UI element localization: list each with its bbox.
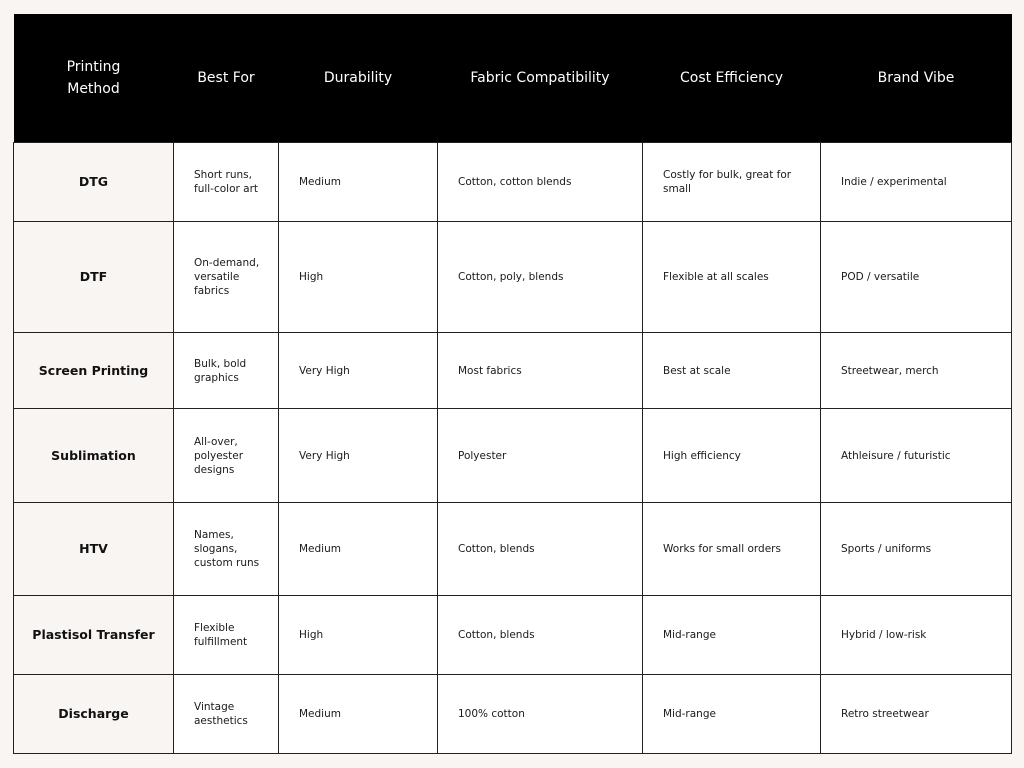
- fabric-cell: Cotton, cotton blends: [438, 143, 643, 222]
- table-row: [14, 409, 1012, 503]
- header-durability: Durability: [279, 14, 438, 143]
- durability-cell: Medium: [279, 675, 438, 754]
- vibe-cell: Streetwear, merch: [821, 333, 1012, 409]
- cost-cell: Best at scale: [643, 333, 821, 409]
- table-row: [14, 596, 1012, 675]
- fabric-cell: Most fabrics: [438, 333, 643, 409]
- cost-cell: Works for small orders: [643, 503, 821, 596]
- vibe-cell: Athleisure / futuristic: [821, 409, 1012, 503]
- cost-cell: High efficiency: [643, 409, 821, 503]
- table-row: [14, 503, 1012, 596]
- best-for-cell: Short runs, full-color art: [174, 143, 279, 222]
- fabric-cell: Cotton, blends: [438, 596, 643, 675]
- method-cell: DTF: [14, 222, 174, 333]
- header-brand-vibe: Brand Vibe: [821, 14, 1012, 143]
- best-for-cell: All-over, polyester designs: [174, 409, 279, 503]
- table-row: [14, 222, 1012, 333]
- fabric-cell: Cotton, blends: [438, 503, 643, 596]
- best-for-cell: Flexible fulfillment: [174, 596, 279, 675]
- header-best-for: Best For: [174, 14, 279, 143]
- best-for-cell: Vintage aesthetics: [174, 675, 279, 754]
- header-fabric-compatibility: Fabric Compatibility: [438, 14, 643, 143]
- cost-cell: Mid-range: [643, 675, 821, 754]
- fabric-cell: 100% cotton: [438, 675, 643, 754]
- vibe-cell: POD / versatile: [821, 222, 1012, 333]
- header-cost-efficiency: Cost Efficiency: [643, 14, 821, 143]
- cost-cell: Costly for bulk, great for small: [643, 143, 821, 222]
- durability-cell: Medium: [279, 503, 438, 596]
- method-cell: Plastisol Transfer: [14, 596, 174, 675]
- header-printing-method: Printing Method: [14, 14, 174, 143]
- table-row: [14, 143, 1012, 222]
- table-header-row: [14, 14, 1012, 143]
- durability-cell: Very High: [279, 409, 438, 503]
- method-cell: DTG: [14, 143, 174, 222]
- method-cell: Discharge: [14, 675, 174, 754]
- vibe-cell: Retro streetwear: [821, 675, 1012, 754]
- table-row: [14, 675, 1012, 754]
- best-for-cell: Bulk, bold graphics: [174, 333, 279, 409]
- table-row: [14, 333, 1012, 409]
- durability-cell: High: [279, 596, 438, 675]
- durability-cell: High: [279, 222, 438, 333]
- vibe-cell: Indie / experimental: [821, 143, 1012, 222]
- cost-cell: Flexible at all scales: [643, 222, 821, 333]
- durability-cell: Medium: [279, 143, 438, 222]
- fabric-cell: Polyester: [438, 409, 643, 503]
- method-cell: Sublimation: [14, 409, 174, 503]
- method-cell: HTV: [14, 503, 174, 596]
- cost-cell: Mid-range: [643, 596, 821, 675]
- fabric-cell: Cotton, poly, blends: [438, 222, 643, 333]
- printing-methods-table: [13, 14, 1012, 754]
- durability-cell: Very High: [279, 333, 438, 409]
- comparison-table-container: [13, 14, 1011, 753]
- vibe-cell: Hybrid / low-risk: [821, 596, 1012, 675]
- method-cell: Screen Printing: [14, 333, 174, 409]
- vibe-cell: Sports / uniforms: [821, 503, 1012, 596]
- best-for-cell: Names, slogans, custom runs: [174, 503, 279, 596]
- best-for-cell: On-demand, versatile fabrics: [174, 222, 279, 333]
